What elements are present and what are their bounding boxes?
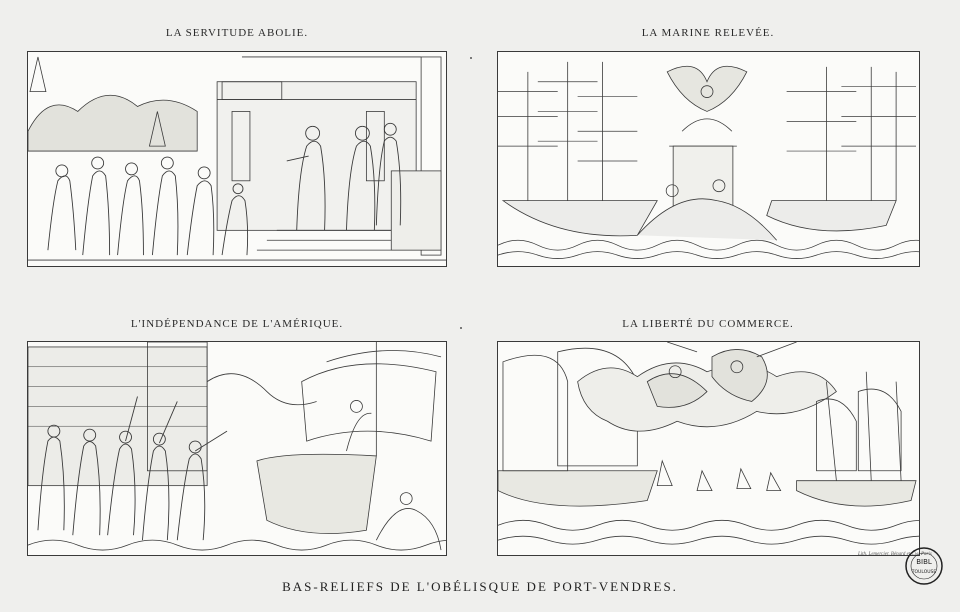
bas-relief-liberte-commerce (497, 341, 920, 556)
engraving-servitude (28, 52, 446, 266)
panel-caption-servitude: LA SERVITUDE ABOLIE. (165, 27, 309, 39)
registration-dot (470, 57, 472, 59)
bas-relief-marine-relevee (497, 51, 920, 267)
stamp-line2: TOULOUSE (911, 570, 937, 575)
stamp-line1: BIBL (916, 558, 932, 566)
plate-title: BAS-RELIEFS DE L'OBÉLISQUE DE PORT-VENDRES. (282, 579, 678, 594)
panel-caption-commerce: LA LIBERTÉ DU COMMERCE. (622, 318, 794, 330)
engraving-marine (498, 52, 919, 266)
panel-caption-marine: LA MARINE RELEVÉE. (641, 27, 775, 39)
engraving-commerce (498, 342, 919, 555)
bas-relief-servitude-abolie (27, 51, 447, 267)
engraving-independance (28, 342, 446, 555)
bas-relief-independance-amerique (27, 341, 447, 556)
printer-credit: Lith. Lemercier, Bénard et Cie. Paris (858, 552, 932, 557)
panel-caption-independance: L'INDÉPENDANCE DE L'AMÉRIQUE. (130, 318, 344, 330)
registration-dot (460, 327, 462, 329)
